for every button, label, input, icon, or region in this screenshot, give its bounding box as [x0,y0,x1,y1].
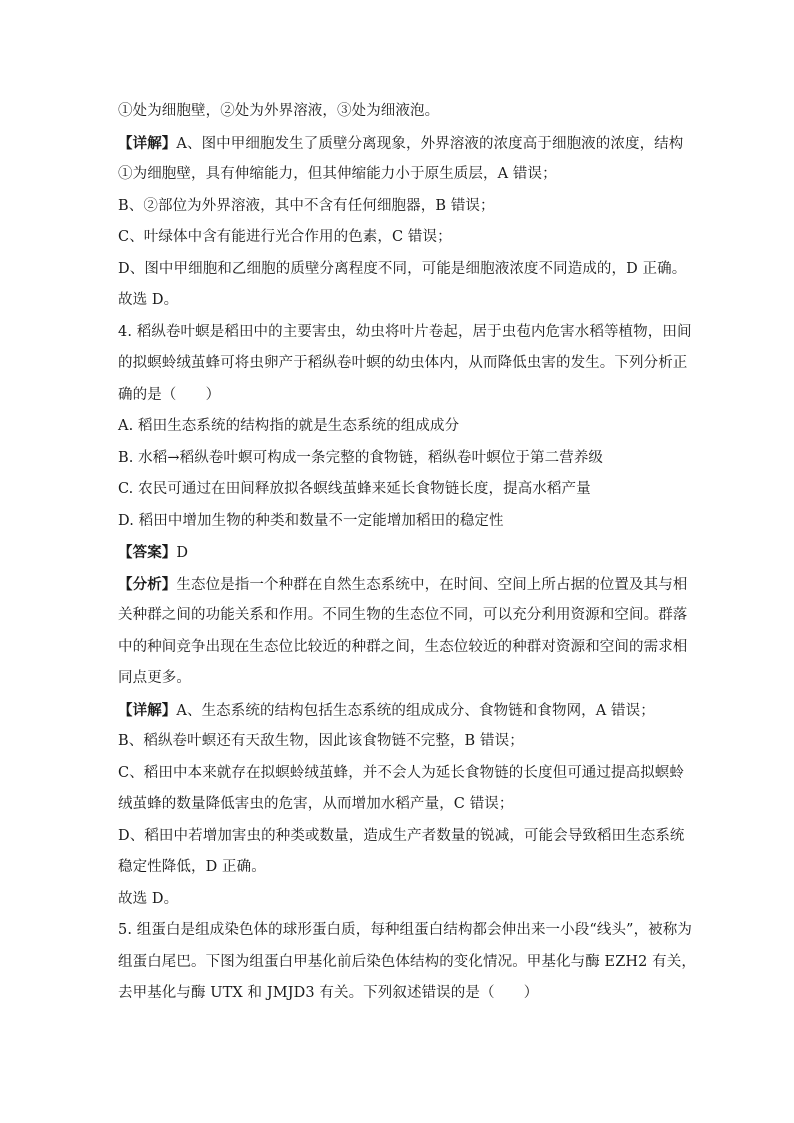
question-stem: 组蛋白尾巴。下图为组蛋白甲基化前后染色体结构的变化情况。甲基化与酶 EZH2 有关， [118,953,696,970]
option-d: D. 稻田中增加生物的种类和数量不一定能增加稻田的稳定性 [118,512,504,529]
explanation-line: 【详解】A、生态系统的结构包括生态系统的组成成分、食物链和食物网，A 错误； [118,701,655,719]
explanation-line: 故选 D。 [118,890,179,907]
document-page [118,96,696,1010]
text-line: 【详解】A、图中甲细胞发生了质壁分离现象，外界溶液的浓度高于细胞液的浓度，结构 [118,134,684,152]
question-stem: 确的是（ ） [118,386,221,403]
question-stem: 5. 组蛋白是组成染色体的球形蛋白质，每种组蛋白结构都会伸出来一小段“线头”，被称为 [118,922,692,938]
analysis-line: 中的种间竞争出现在生态位比较近的种群之间，生态位较近的种群对资源和空间的需求相 [118,638,688,655]
text-line: B、②部位为外界溶液，其中不含有任何细胞器，B 错误； [118,197,495,214]
explanation-line: B、稻纵卷叶螟还有天敌生物，因此该食物链不完整，B 错误； [118,733,524,749]
text-line: D、图中甲细胞和乙细胞的质壁分离程度不同，可能是细胞液浓度不同造成的，D 正确。 [118,260,687,277]
explanation-line: C、稻田中本来就存在拟螟蛉绒茧蜂，并不会人为延长食物链的长度但可通过提高拟螟蛉 [118,764,684,781]
section-tag: 【详解】 [118,701,177,719]
question-stem: 的拟螟蛉绒茧蜂可将虫卵产于稻纵卷叶螟的幼虫体内，从而降低虫害的发生。下列分析正 [118,355,688,371]
section-tag: 【详解】 [118,134,177,152]
analysis-line: 【分析】生态位是指一个种群在自然生态系统中，在时间、空间上所占据的位置及其与相 [118,575,688,593]
text-line: ①为细胞壁，具有伸缩能力，但其伸缩能力小于原生质层，A 错误； [118,166,557,182]
text-line: C、叶绿体中含有能进行光合作用的色素，C 错误； [118,229,452,245]
answer-line: 【答案】D [118,544,189,561]
section-tag: 【答案】 [118,544,177,561]
option-b: B. 水稻→稻纵卷叶螟可构成一条完整的食物链，稻纵卷叶螟位于第二营养级 [118,449,604,466]
text-line: ①处为细胞壁，②处为外界溶液，③处为细液泡。 [118,103,440,119]
text-line: 故选 D。 [118,292,179,308]
explanation-line: D、稻田中若增加害虫的种类或数量，造成生产者数量的锐减，可能会导致稻田生态系统 [118,827,685,844]
question-stem: 去甲基化与酶 UTX 和 JMJD3 有关。下列叙述错误的是（ ） [118,985,539,1001]
explanation-line: 绒茧蜂的数量降低害虫的危害，从而增加水稻产量，C 错误； [118,796,514,812]
analysis-line: 同点更多。 [118,670,191,686]
explanation-line: 稳定性降低，D 正确。 [118,859,266,875]
option-c: C. 农民可通过在田间释放拟各螟线茧蜂来延长食物链长度，提高水稻产量 [118,481,591,497]
question-stem: 4. 稻纵卷叶螟是稻田中的主要害虫，幼虫将叶片卷起，居于虫苞内危害水稻等植物，田间 [118,323,692,340]
option-a: A. 稻田生态系统的结构指的就是生态系统的组成成分 [118,418,460,434]
analysis-line: 关种群之间的功能关系和作用。不同生物的生态位不同，可以充分利用资源和空间。群落 [118,607,688,623]
section-tag: 【分析】 [118,575,177,593]
